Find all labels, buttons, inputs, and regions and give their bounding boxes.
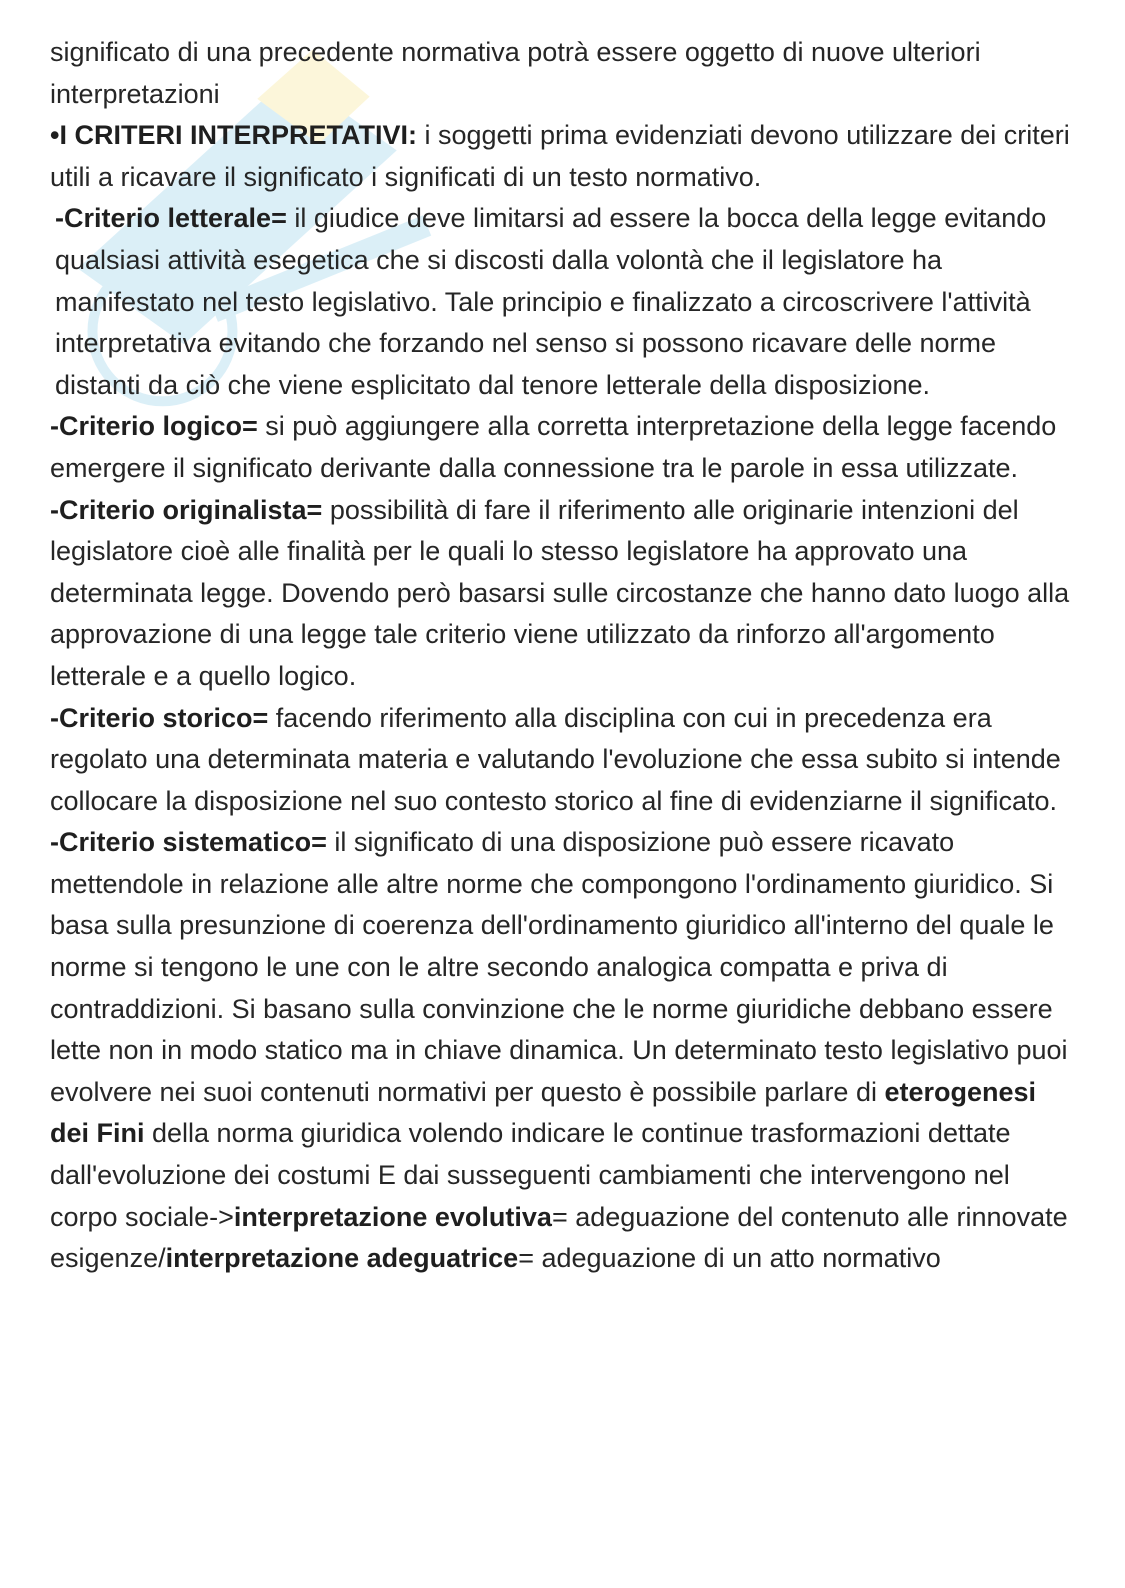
bold-term: -Criterio storico= [50, 702, 269, 733]
bold-term: -Criterio sistematico= [50, 827, 327, 858]
paragraph [50, 406, 1075, 489]
paragraph [50, 32, 1075, 115]
bold-term: -Criterio originalista= [50, 494, 323, 525]
paragraph-text: = adeguazione del contenuto alle rinnovate esigenze/ [50, 1201, 1068, 1274]
paragraph [50, 822, 1075, 1280]
paragraph-text: si può aggiungere alla corretta interpretazione della legge facendo emergere il significato derivante dalla connessione tra le parole in essa utilizzate. [50, 411, 1057, 483]
paragraph-text: il giudice deve limitarsi ad essere la bocca della legge evitando qualsiasi attività esegetica che si discosti dalla volontà che il legislatore ha manifestato nel testo legislativo. Tale principio e finalizzato a circoscrivere l'attività interpretativa evitando che forzando nel senso si possono ricavare delle norme distanti da ciò che viene esplicitato dal tenore letterale della disposizione. [55, 203, 1047, 400]
bold-term: interpretazione evolutiva [233, 1201, 552, 1232]
bold-term: -Criterio logico= [50, 411, 258, 442]
paragraph [50, 490, 1075, 698]
paragraph-text: = adeguazione di un atto normativo [518, 1243, 941, 1274]
paragraph-text: significato di una precedente normativa potrà essere oggetto di nuove ulteriori interpretazioni [50, 37, 981, 109]
bold-term: •I CRITERI INTERPRETATIVI: [50, 120, 417, 151]
paragraph [50, 198, 1075, 406]
paragraph-text: possibilità di fare il riferimento alle originarie intenzioni del legislatore cioè alle finalità per le quali lo stesso legislatore ha approvato una determinata legge. Dovendo però basarsi sulle circostanze che hanno dato luogo alla approvazione di una legge tale criterio viene utilizzato da rinforzo all'argomento letterale e a quello logico. [50, 494, 1070, 691]
bold-term: -Criterio letterale= [55, 203, 287, 234]
paragraph [50, 698, 1075, 823]
bold-term: eterogenesi dei Fini [50, 1076, 1037, 1149]
paragraph-text: facendo riferimento alla disciplina con cui in precedenza era regolato una determinata materia e valutando l'evoluzione che essa subito si intende collocare la disposizione nel suo contesto storico al fine di evidenziarne il significato. [50, 702, 1061, 816]
document-text [50, 32, 1075, 1280]
paragraph [50, 115, 1075, 198]
paragraph-text: i soggetti prima evidenziati devono utilizzare dei criteri utili a ricavare il significato i significati di un testo normativo. [50, 120, 1070, 192]
paragraph-text: il significato di una disposizione può essere ricavato mettendole in relazione alle altre norme che compongono l'ordinamento giuridico. Si basa sulla presunzione di coerenza dell'ordinamento giuridico all'interno del quale le norme si tengono le une con le altre secondo analogica compatta e priva di contraddizioni. Si basano sulla convinzione che le norme giuridiche debbano essere lette non in modo statico ma in chiave dinamica. Un determinato testo legislativo puoi evolvere nei suoi contenuti normativi per questo è possibile parlare di [50, 827, 1068, 1107]
bold-term: interpretazione adeguatrice [165, 1243, 519, 1274]
paragraph-text: della norma giuridica volendo indicare le continue trasformazioni dettate dall'evoluzione dei costumi E dai susseguenti cambiamenti che intervengono nel corpo sociale-> [50, 1118, 1011, 1232]
